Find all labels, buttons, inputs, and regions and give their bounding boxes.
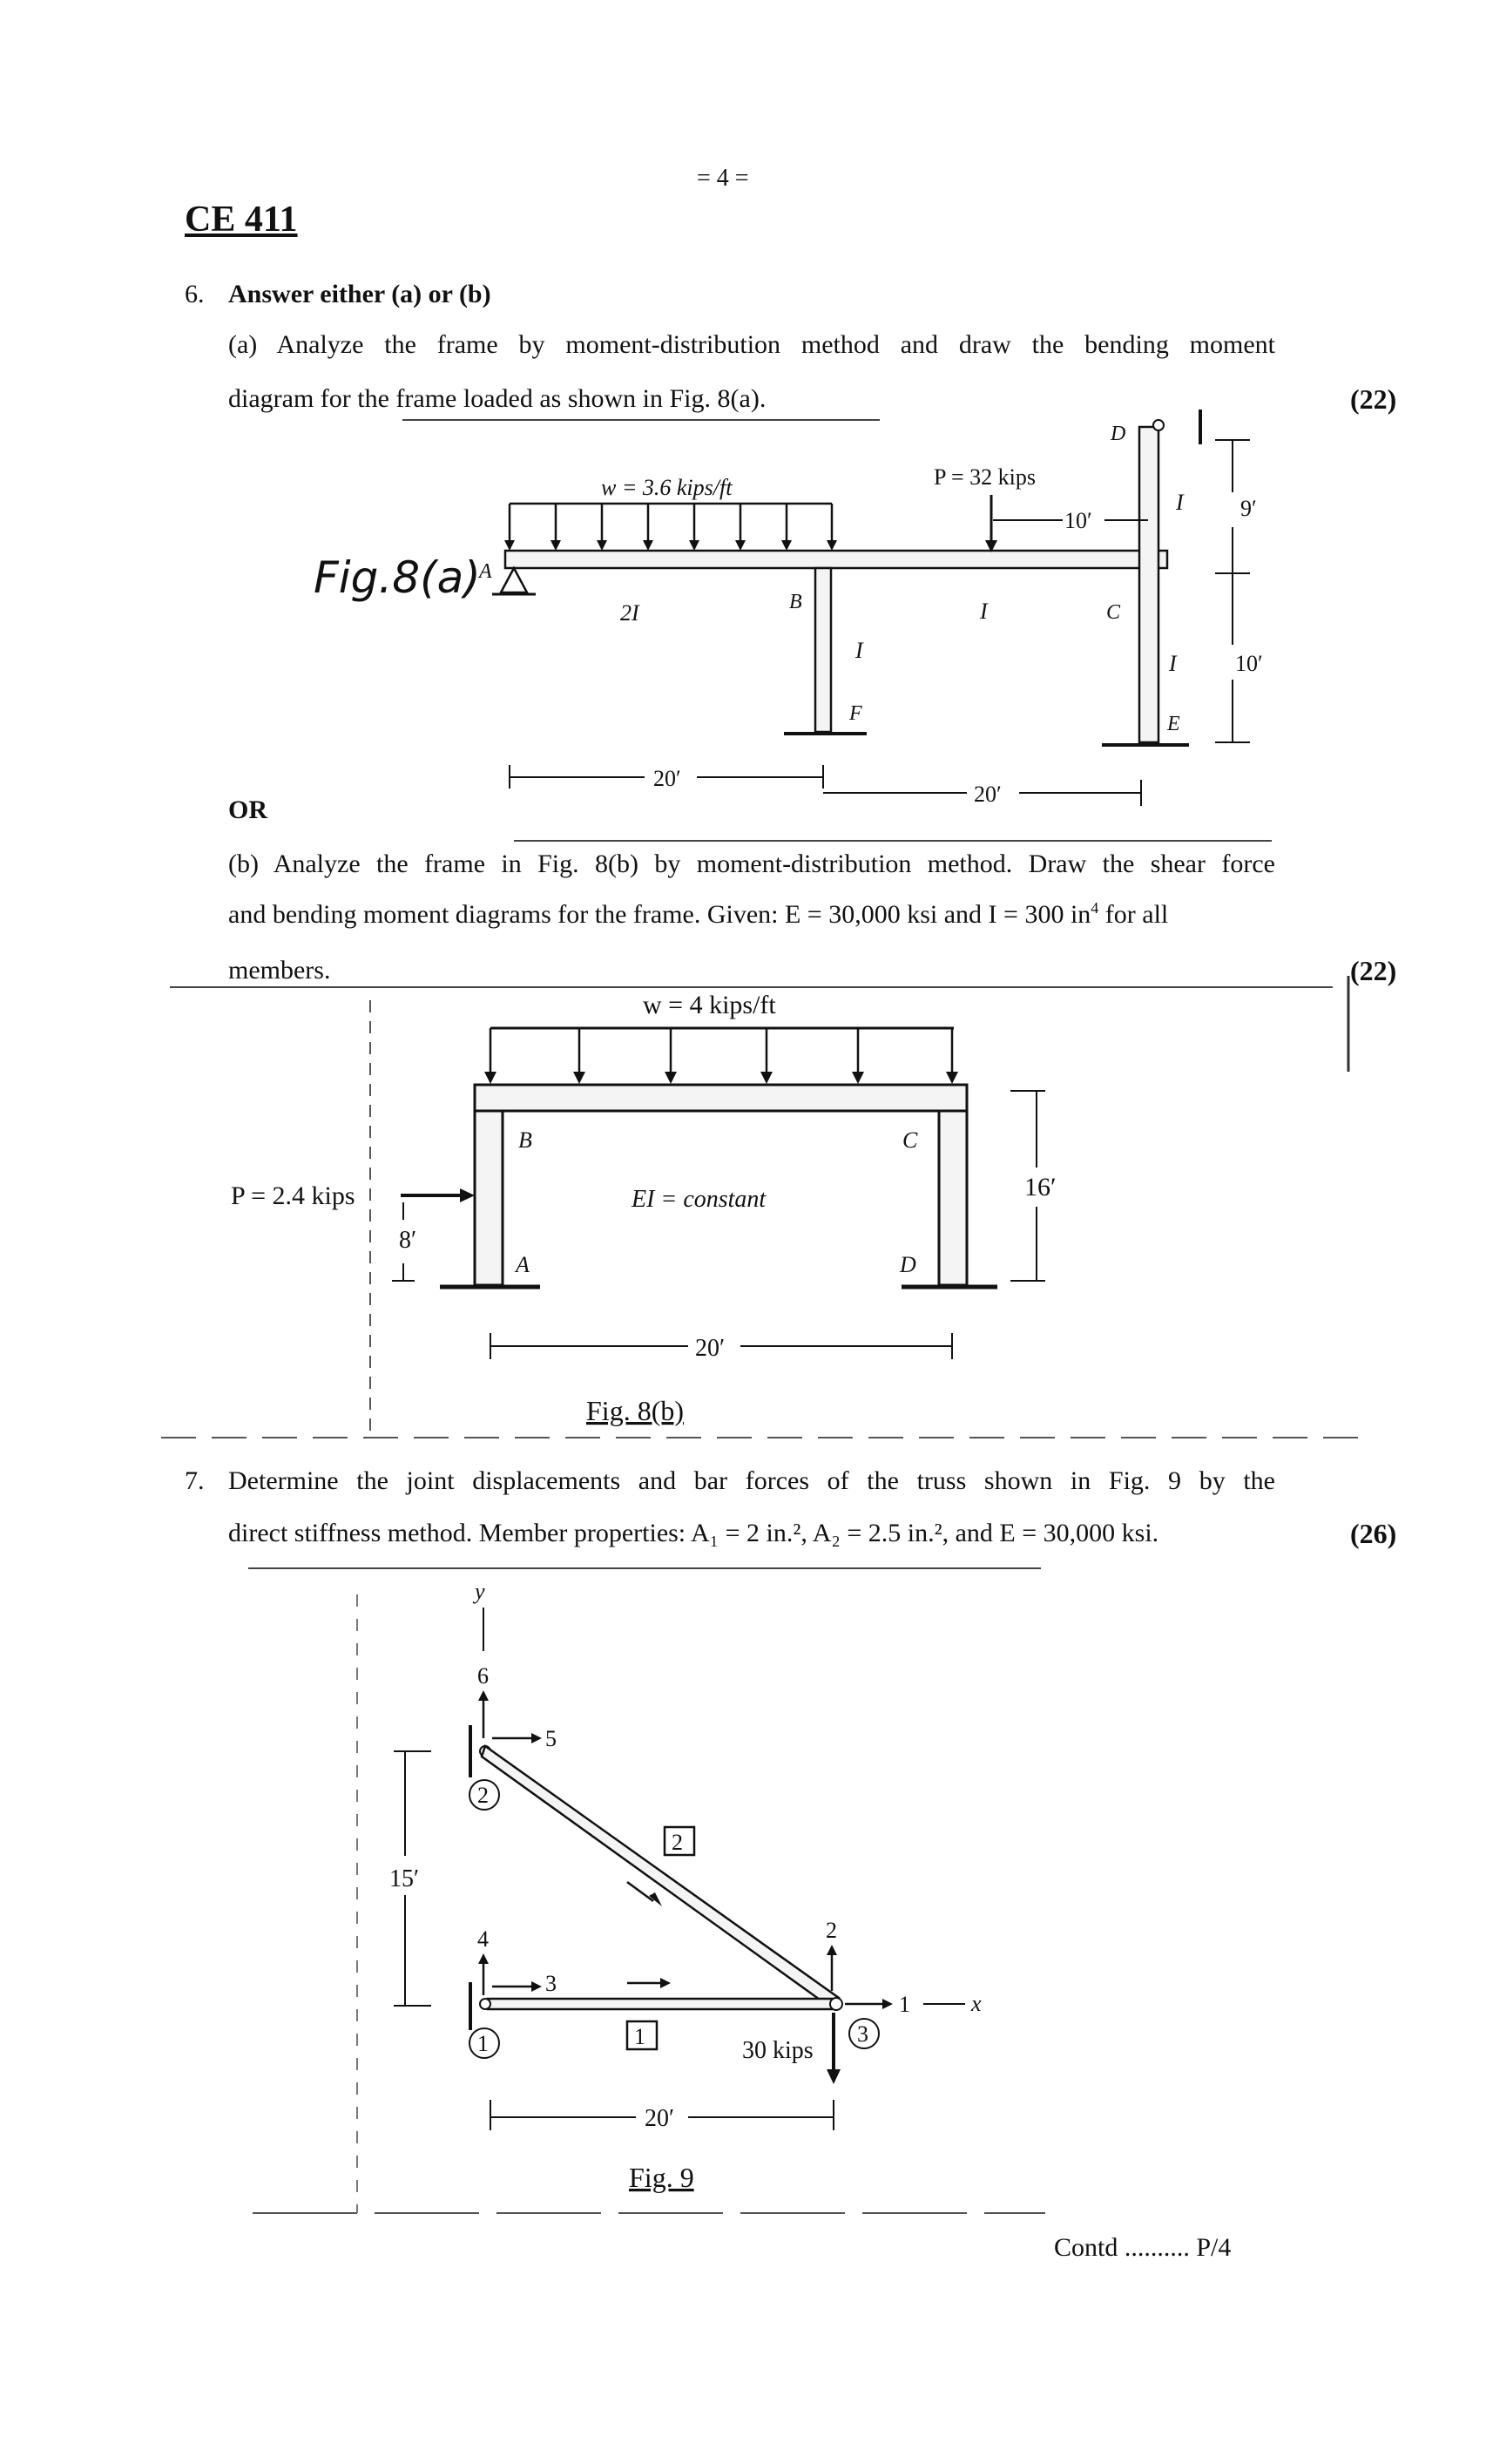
fig9-dof-6: 6 [477,1663,489,1689]
fig9-node-3: 3 [857,2021,868,2047]
fig8a-dim-20a: 20′ [653,766,681,791]
fig9-dof-5: 5 [545,1726,557,1751]
fig8a-load-w: w = 3.6 kips/ft [601,475,733,500]
fig9-node-1: 1 [477,2031,489,2056]
q6b-line2-text: and bending moment diagrams for the frame. Given: E = 30,000 ksi and I = 300 in [228,900,1091,929]
q7-line2: direct stiffness method. Member properties: A₁ = 2 in.², A₂ = 2.5 in.², and E = 30,000 ksi. [228,1519,1159,1547]
fig8a-joint-e: E [1167,713,1180,735]
fig8a-dim-20b: 20′ [974,782,1002,807]
fig9-axis-x: x [971,1991,982,2016]
fig8b-joint-a: A [516,1252,530,1277]
q7-line1: Determine the joint displacements and bar forces of the truss shown in Fig. 9 by the [228,1466,1275,1495]
fig8b-caption: Fig. 8(b) [586,1395,684,1426]
fig8b-ei-label: EI = constant [632,1186,767,1213]
fig8a-joint-d: D [1111,423,1126,445]
q6b-line1: (b) Analyze the frame in Fig. 8(b) by moment-distribution method. Draw the shear force [228,850,1275,878]
q6a-line1: (a) Analyze the frame by moment-distribution method and draw the bending moment [228,330,1275,359]
fig8a-inertia-bc: I [980,599,988,624]
fig8a-inertia-cd: I [1176,490,1184,515]
fig9-member-1 [488,1999,832,2009]
q6b-line3: members. [228,956,331,985]
fig9-dim-20: 20′ [645,2105,675,2132]
q7-number: 7. [185,1466,205,1495]
fig9-load: 30 kips [742,2037,814,2064]
fig8a-inertia-ce: I [1169,651,1177,676]
q6b-marks: (22) [1350,955,1397,986]
fig8a-load-p: P = 32 kips [934,464,1036,490]
fig8a-dim-9: 9′ [1240,496,1257,521]
fig9-member-2 [482,1746,839,2008]
fig9-member-1-label: 1 [634,2024,645,2049]
q6a-marks: (22) [1350,383,1397,415]
fig8a-inertia-bf: I [855,638,863,663]
fig9-dof-1: 1 [899,1992,910,2017]
fig8a-joint-c: C [1106,601,1121,624]
contd-footer: Contd .......... P/4 [1054,2233,1232,2262]
fig9-dof-2: 2 [826,1918,837,1943]
fig9-caption: Fig. 9 [629,2162,694,2193]
fig8b-load-w: w = 4 kips/ft [643,991,776,1019]
fig8b-joint-c: C [902,1127,918,1153]
fig9-node-2: 2 [477,1783,489,1808]
q6-number: 6. [185,280,205,308]
fig9-axis-y: y [475,1579,485,1604]
fig8b-dim-16: 16′ [1024,1173,1057,1202]
fig8a-joint-b: B [789,591,802,613]
q6b-line2-sup: 4 [1091,899,1099,917]
fig8a-joint-a: A [479,560,492,583]
fig9-dof-4: 4 [477,1926,489,1952]
fig9-member-2-label: 2 [672,1830,683,1855]
fig8a-joint-f: F [849,702,862,725]
fig8b-joint-d: D [900,1252,916,1277]
fig9-dim-15: 15′ [389,1865,420,1892]
fig9-dof-3: 3 [545,1971,557,1996]
or-label: OR [228,795,267,824]
q6-instruction: Answer either (a) or (b) [228,280,491,308]
q6b-line2-post: for all [1098,900,1169,929]
fig8b-load-p: P = 2.4 kips [231,1181,355,1210]
fig8b-dim-8: 8′ [399,1227,417,1254]
course-code: CE 411 [185,200,298,240]
q6a-line2: diagram for the frame loaded as shown in Fig. 8(a). [228,384,767,413]
fig8a-hand-label: Fig.8(a) [314,552,481,603]
page-number: = 4 = [697,165,749,192]
fig8a-dim-10: 10′ [1064,508,1092,533]
fig8a-dim-10b: 10′ [1235,651,1263,676]
fig8b-joint-b: B [518,1127,532,1153]
q7-marks: (26) [1350,1518,1397,1549]
fig8a-inertia-2i: 2I [620,600,639,626]
fig8b-dim-20: 20′ [695,1335,726,1362]
